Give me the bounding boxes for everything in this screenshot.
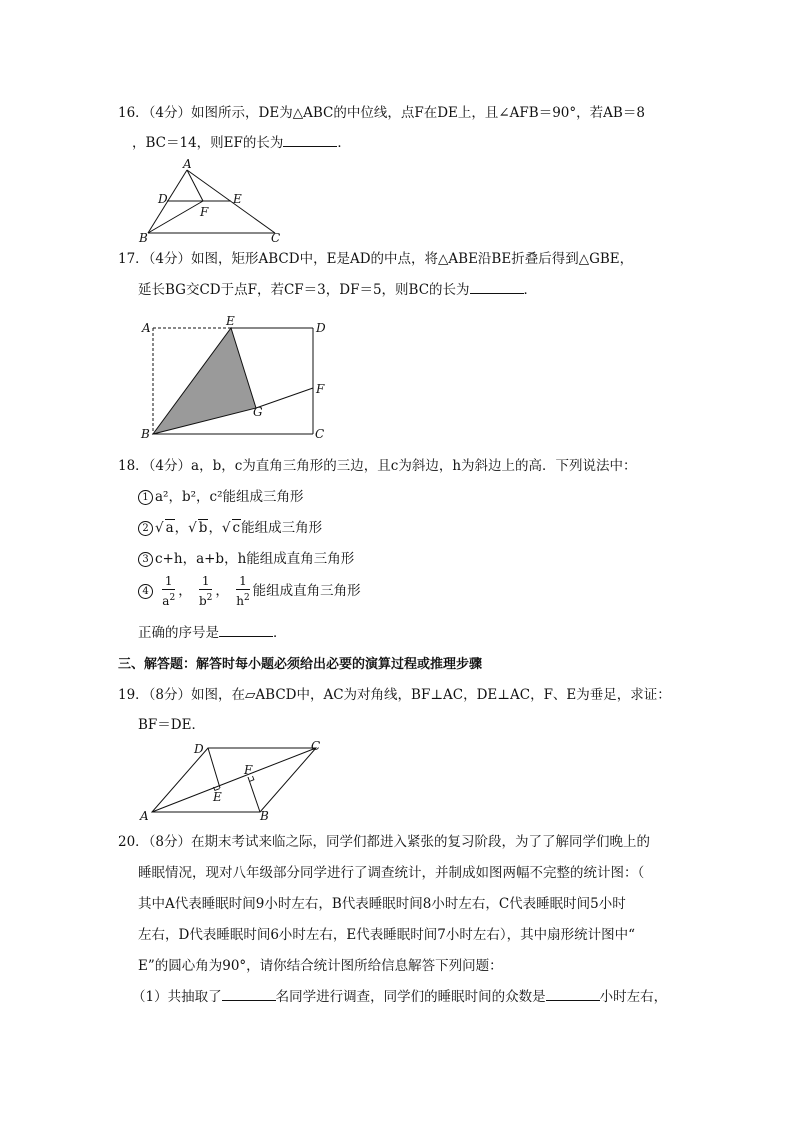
q18-option-2: 2 √ a，√ b，√ c能组成三角形 — [138, 519, 322, 537]
q18-option-4-number: 4 — [138, 584, 153, 599]
q16-label-f: F — [200, 205, 209, 219]
q19-label-f: F — [244, 763, 253, 777]
q18-option-1-text: a²，b²，c²能组成三角形 — [155, 489, 304, 505]
q17-label-e: E — [226, 314, 235, 328]
q18-answer-blank — [219, 624, 273, 637]
q18-answer-line — [138, 624, 287, 642]
q19-label-e: E — [213, 790, 222, 804]
q20-blank-2 — [546, 988, 600, 1001]
q18-option-4: 4 $\frac{1}{a^2}$ ， $\frac{1}{b^2}$ ， $\frac{1}{h^2}$ 能组成直角三角形 — [138, 574, 361, 609]
q20-line1: 20．（8分）在期末考试来临之际，同学们都进入紧张的复习阶段，为了了解同学们晚上的 — [118, 834, 651, 850]
q18-option-4-text: 能组成直角三角形 — [252, 583, 361, 599]
q20-line6-text-b: 名同学进行调查，同学们的睡眠时间的众数是 — [275, 989, 546, 1005]
q19-label-a: A — [140, 809, 149, 823]
q18-line1: 18．（4分）a，b，c为直角三角形的三边，且c为斜边，h为斜边上的高．下列说法中： — [118, 458, 637, 474]
q17-label-b: B — [141, 427, 150, 441]
q16-label-b: B — [139, 231, 148, 245]
q18-answer-text: 正确的序号是 — [138, 625, 219, 641]
q18-answer-end: ． — [273, 625, 287, 641]
q20-line2: 睡眠情况，现对八年级部分同学进行了调查统计，并制成如图两幅不完整的统计图：（ — [138, 865, 645, 881]
q16-line2-text: ，BC＝14，则EF的长为 — [132, 135, 284, 151]
q18-fraction-b: $\frac{1}{b^2}$ — [198, 574, 213, 608]
q20-line6-text-a: （1）共抽取了 — [132, 989, 222, 1005]
q19-label-d: D — [194, 742, 204, 756]
q20-blank-1 — [222, 988, 276, 1001]
q17-line2-text: 延长BG交CD于点F，若CF＝3，DF＝5，则BC的长为 — [138, 282, 470, 298]
q16-line2-end: ． — [337, 135, 351, 151]
q17-label-d: D — [316, 321, 326, 335]
q17-line2 — [138, 281, 537, 299]
q18-option-2-number: 2 — [138, 521, 153, 536]
q16-figure — [140, 158, 290, 244]
q18-sqrt-c: c — [232, 520, 241, 536]
q18-sqrt-a: a — [165, 520, 174, 536]
q17-label-f: F — [316, 382, 325, 396]
q18-fraction-b-den: b — [198, 594, 207, 608]
q16-label-c: C — [271, 231, 281, 245]
q19-figure — [140, 738, 360, 824]
q18-fraction-h-den: h — [236, 594, 244, 608]
q18-option-1 — [138, 488, 304, 506]
q17-line1: 17．（4分）如图，矩形ABCD中，E是AD的中点，将△ABE沿BE折叠后得到△GBE， — [118, 251, 634, 267]
q16-label-d: D — [158, 192, 168, 206]
q19-line1: 19．（8分）如图，在▱ABCD中，AC为对角线，BF⊥AC，DE⊥AC，F、E为垂足，求证： — [118, 687, 671, 703]
q18-option-3-text: c+h，a+b，h能组成直角三角形 — [155, 551, 355, 567]
q18-fraction-a-den: a — [162, 594, 170, 608]
q17-figure — [138, 314, 338, 444]
q16-label-e: E — [233, 192, 242, 206]
q16-label-a: A — [183, 157, 192, 171]
q17-label-a: A — [142, 321, 151, 335]
q18-fraction-a: $\frac{1}{a^2}$ — [162, 574, 176, 608]
q16-line1: 16．（4分）如图所示，DE为△ABC的中位线，点F在DE上，且∠AFB＝90°，若AB＝8 — [118, 105, 645, 121]
q19-label-b: B — [260, 809, 269, 823]
q17-label-c: C — [315, 427, 325, 441]
q17-answer-blank — [470, 281, 524, 294]
q20-line4: 左右，D代表睡眠时间6小时左右，E代表睡眠时间7小时左右），其中扇形统计图中“ — [138, 927, 636, 943]
q18-fraction-h: $\frac{1}{h^2}$ — [236, 574, 250, 608]
q18-option-3-number: 3 — [138, 552, 153, 567]
q19-label-c: C — [311, 739, 321, 753]
q20-line6-text-c: 小时左右， — [599, 989, 668, 1005]
q18-option-2-text: 能组成三角形 — [241, 520, 323, 536]
q17-line2-end: ． — [523, 282, 538, 298]
q20-line5: E”的圆心角为90°，请你结合统计图所给信息解答下列问题： — [138, 958, 503, 974]
q20-line6 — [132, 988, 667, 1006]
q20-line3: 其中A代表睡眠时间9小时左右，B代表睡眠时间8小时左右，C代表睡眠时间5小时 — [138, 896, 626, 912]
q16-answer-blank — [283, 134, 337, 147]
q19-line2: BF＝DE． — [138, 717, 205, 733]
q18-sqrt-b: b — [198, 520, 208, 536]
q18-option-1-number: 1 — [138, 490, 153, 505]
q17-label-g: G — [253, 405, 263, 419]
q16-line2 — [132, 134, 351, 152]
section-3-heading: 三、解答题：解答时每小题必须给出必要的演算过程或推理步骤 — [118, 657, 483, 672]
q18-option-3 — [138, 550, 354, 568]
